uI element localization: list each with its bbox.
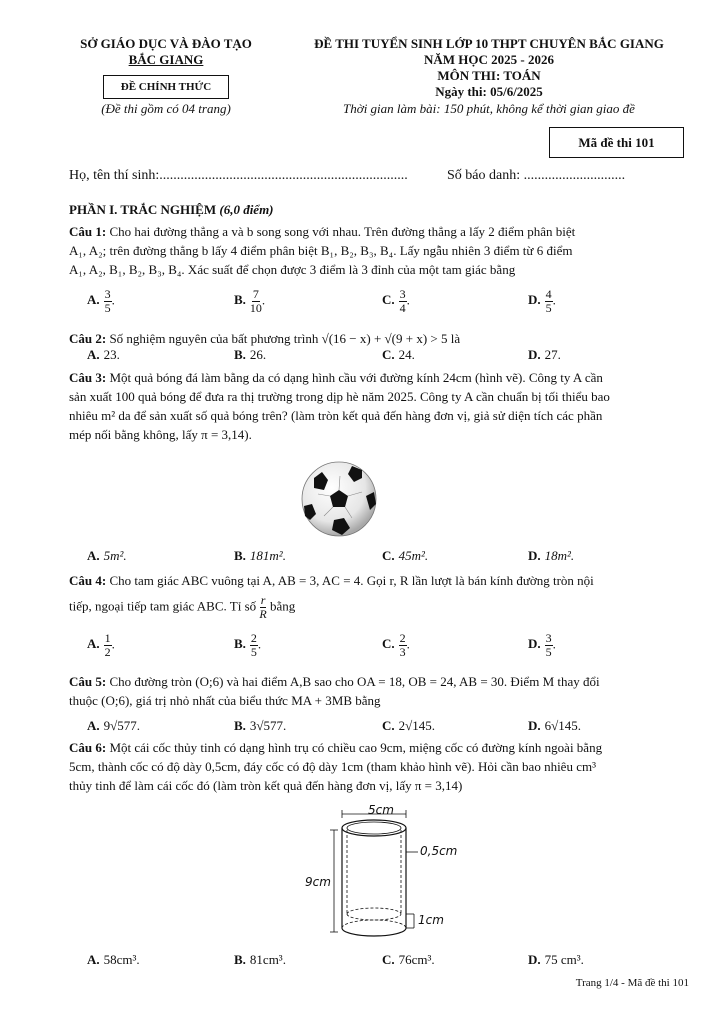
page-count-note: (Đề thi gồm có 04 trang) (101, 101, 231, 116)
q3-answer-b[interactable]: B. 181m². (234, 548, 286, 563)
province-name: BẮC GIANG (128, 52, 204, 67)
q5-answer-d[interactable]: D. 6√145. (528, 718, 582, 733)
q2-answer-c[interactable]: C. 24. (382, 347, 415, 362)
q6-answer-a[interactable]: A. 58cm³. (87, 952, 140, 967)
q1-answer-a[interactable]: A. $\frac{3}{5}$ . (87, 287, 115, 315)
exam-code: Mã đề thi 101 (549, 127, 684, 158)
q5-answer-a[interactable]: A. 9√577. (87, 718, 141, 733)
q4-answer-b[interactable]: B. $\frac{2}{5}$ . (234, 631, 262, 659)
exam-title: ĐỀ THI TUYỂN SINH LỚP 10 THPT CHUYÊN BẮC GIANG (314, 36, 664, 51)
question-5: Câu 5: Cho đường tròn (O;6) và hai điểm A,B sao cho OA = 18, OB = 24, AB = 30. Điểm M thay đổi thuộc (O;6), giá trị nhỏ nhất của biểu thức MA + 3MB bằng (69, 674, 600, 708)
exam-date: Ngày thi: 05/6/2025 (435, 84, 543, 99)
q4-answer-c[interactable]: C. $\frac{2}{3}$ . (382, 631, 410, 659)
q2-answer-a[interactable]: A. 23. (87, 347, 120, 362)
q6-answer-c[interactable]: C. 76cm³. (382, 952, 435, 967)
ratio-fraction: $\frac{r}{R}$ (259, 593, 267, 621)
q1-answer-b[interactable]: B. $\frac{7}{10}$ . (234, 287, 266, 315)
glass-diameter-label: 5cm (368, 803, 394, 817)
q2-answer-b[interactable]: B. 26. (234, 347, 267, 362)
q3-answer-c[interactable]: C. 45m². (382, 548, 429, 563)
q4-answer-a[interactable]: A. $\frac{1}{2}$ . (87, 631, 115, 659)
question-1: Câu 1: Cho hai đường thẳng a và b song song với nhau. Trên đường thẳng a lấy 2 điểm phân biệt A₁, A₂; trên đường thẳng b lấy 4 điểm phân biệt B₁, B₂, B₃, B₄. Lấy ngẫu nhiên 3 điểm từ 6 điểm A₁, A₂, B₁, B₂, B₃, B₄. Xác suất để chọn được 3 điểm là 3 đỉnh của một tam giác bằng (69, 224, 576, 277)
question-3: Câu 3: Một quả bóng đá làm bằng da có dạng hình cầu với đường kính 24cm (hình vẽ). Công ty A cần sản xuất 100 quả bóng để đưa ra thị trường trong dịp hè năm 2025. Công ty A cần chuẩn bị tối thiểu bao nhiêu m² da để sản xuất số quả bóng trên? (làm tròn kết quả đến hàng đơn vị, giả sử diện tích các phần mép nối bằng không, lấy π = 3,14). (69, 370, 610, 442)
dept-name: SỞ GIÁO DỤC VÀ ĐÀO TẠO (80, 36, 252, 51)
glass-wall-label: 0,5cm (420, 844, 458, 858)
section-title: PHẦN I. TRẮC NGHIỆM (6,0 điểm) (69, 202, 274, 217)
q1-answer-c[interactable]: C. $\frac{3}{4}$ . (382, 287, 410, 315)
subject: MÔN THI: TOÁN (437, 68, 541, 83)
candidate-id-field: Số báo danh: ............................. (447, 168, 626, 183)
question-6: Câu 6: Một cái cốc thủy tinh có dạng hình trụ có chiều cao 9cm, miệng cốc có đường kính ngoài bằng 5cm, thành cốc có độ dày 0,5cm, đáy cốc có độ dày 1cm (tham khảo hình vẽ). Hỏi cần bao nhiêu cm³ thủy tinh để làm cái cốc đó (làm tròn kết quả đến hàng đơn vị, lấy π = 3,14) (69, 740, 603, 793)
q5-answer-b[interactable]: B. 3√577. (234, 718, 287, 733)
q6-answer-d[interactable]: D. 75 cm³. (528, 952, 584, 967)
q6-answer-b[interactable]: B. 81cm³. (234, 952, 286, 967)
school-year: NĂM HỌC 2025 - 2026 (424, 52, 554, 67)
glass-bottom-label: 1cm (418, 913, 444, 927)
page-footer: Trang 1/4 - Mã đề thi 101 (575, 977, 689, 989)
q4-answer-d[interactable]: D. $\frac{3}{5}$ . (528, 631, 556, 659)
glass-height-label: 9cm (305, 875, 331, 889)
candidate-name-field: Họ, tên thí sinh:....................................................................... (69, 168, 408, 183)
official-label: ĐỀ CHÍNH THỨC (103, 75, 229, 99)
time-note: Thời gian làm bài: 150 phút, không kể thời gian giao đề (343, 101, 635, 116)
soccer-ball-figure (300, 460, 378, 538)
q3-answer-a[interactable]: A. 5m². (87, 548, 127, 563)
q3-answer-d[interactable]: D. 18m². (528, 548, 575, 563)
q2-answer-d[interactable]: D. 27. (528, 347, 561, 362)
question-2: Câu 2: Số nghiệm nguyên của bất phương trình √(16 − x) + √(9 + x) > 5 là (69, 331, 461, 346)
question-4: Câu 4: Cho tam giác ABC vuông tại A, AB = 3, AC = 4. Gọi r, R lần lượt là bán kính đường tròn nội tiếp, ngoại tiếp tam giác ABC. Tỉ số $\frac{r}{R}$ bằng (69, 573, 594, 621)
q5-answer-c[interactable]: C. 2√145. (382, 718, 436, 733)
q1-answer-d[interactable]: D. $\frac{4}{5}$ . (528, 287, 556, 315)
